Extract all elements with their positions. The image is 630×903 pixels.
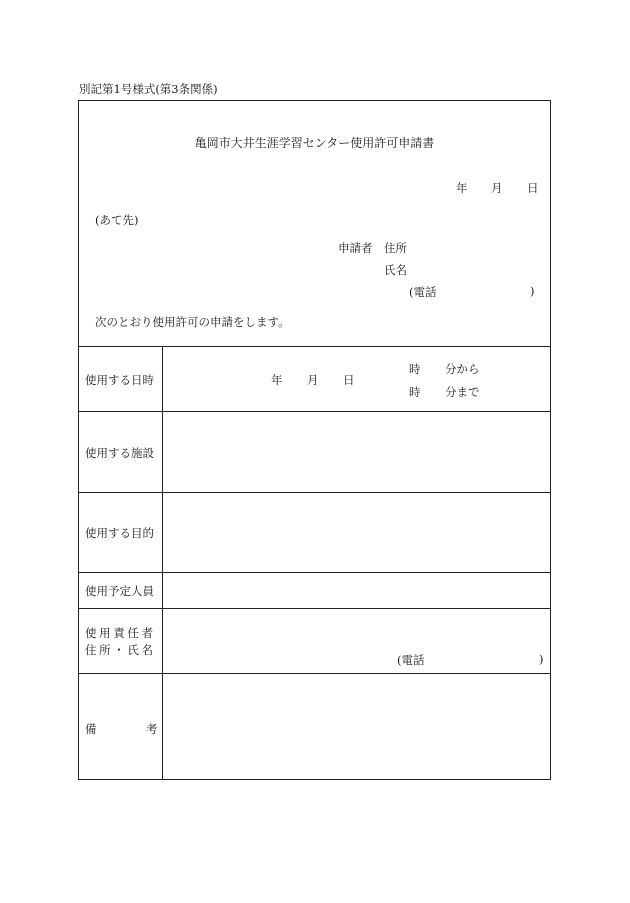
responsible-phone-open: (電話: [397, 653, 425, 667]
applicant-name-label: 氏名: [384, 263, 407, 277]
form-caption: 別記第1号様式(第3条関係): [79, 82, 218, 96]
applicant-phone-open: (電話: [409, 285, 437, 299]
datetime-month: 月: [307, 373, 319, 387]
datetime-label: 使用する日時: [85, 373, 154, 387]
label-column-divider: [162, 346, 163, 779]
people-count-label: 使用予定人員: [85, 584, 154, 598]
row-divider: [79, 492, 550, 493]
responsible-phone-close: ): [539, 652, 544, 666]
remarks-label-right: 考: [146, 722, 158, 736]
row-divider: [79, 608, 550, 609]
date-day-label: 日: [527, 181, 539, 195]
addressee-label: (あて先): [95, 213, 139, 227]
row-divider: [79, 411, 550, 412]
row-divider: [79, 673, 550, 674]
purpose-label: 使用する目的: [85, 526, 154, 540]
end-hour-label: 時: [409, 385, 421, 399]
date-month-label: 月: [491, 181, 503, 195]
date-year-label: 年: [456, 181, 468, 195]
end-minute-label: 分まで: [445, 385, 480, 399]
form-title: 亀岡市大井生涯学習センター使用許可申請書: [194, 136, 435, 150]
start-hour-label: 時: [409, 362, 421, 376]
start-minute-label: 分から: [445, 362, 480, 376]
facility-label: 使用する施設: [85, 446, 154, 460]
table-top-rule: [79, 346, 550, 347]
responsible-label-line2: 住 所 ・ 氏 名: [85, 643, 153, 657]
responsible-label-line1: 使 用 責 任 者: [85, 626, 153, 640]
applicant-phone-close: ): [530, 284, 535, 298]
applicant-label: 申請者: [338, 241, 373, 255]
row-divider: [79, 572, 550, 573]
datetime-year: 年: [271, 373, 283, 387]
datetime-day: 日: [343, 373, 355, 387]
application-form: [78, 100, 551, 780]
applicant-address-label: 住所: [384, 241, 407, 255]
intro-text: 次のとおり使用許可の申請をします。: [95, 315, 290, 329]
remarks-label-left: 備: [85, 722, 97, 736]
